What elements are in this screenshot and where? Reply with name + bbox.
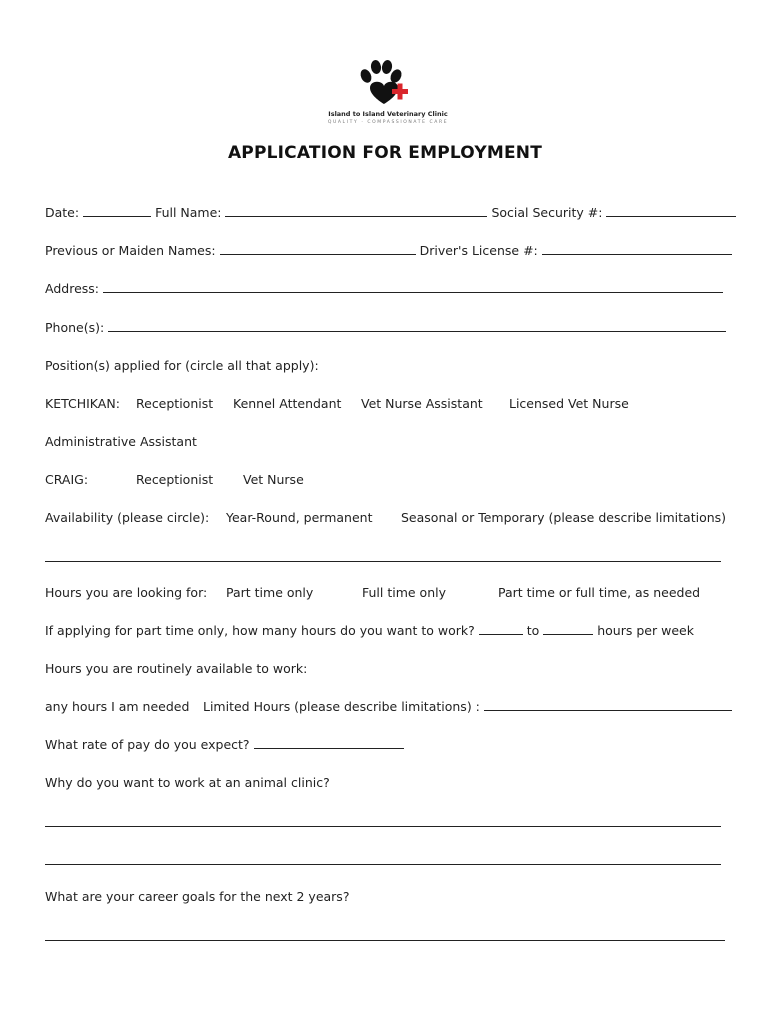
why-answer-line-1[interactable] <box>45 826 721 827</box>
row-date-name-ssn <box>45 205 736 220</box>
option-kennel-attendant[interactable]: Kennel Attendant <box>233 396 342 411</box>
why-answer-line-2[interactable] <box>45 864 721 865</box>
drivers-license-field[interactable] <box>542 243 732 255</box>
full-name-label: Full Name: <box>155 205 222 220</box>
availability-label: Availability (please circle): <box>45 510 210 525</box>
full-name-field[interactable] <box>225 205 487 217</box>
option-limited-hours[interactable]: Limited Hours (please describe limitations) : <box>203 699 480 714</box>
option-part-time[interactable]: Part time only <box>226 585 314 600</box>
limited-hours-field[interactable] <box>484 699 732 711</box>
address-label: Address: <box>45 281 99 296</box>
hours-max-field[interactable] <box>543 623 593 635</box>
option-licensed-vet-nurse[interactable]: Licensed Vet Nurse <box>509 396 629 411</box>
part-time-question: If applying for part time only, how many hours do you want to work? <box>45 623 475 638</box>
option-seasonal[interactable]: Seasonal or Temporary (please describe limitations) <box>401 510 727 525</box>
hours-label: Hours you are looking for: <box>45 585 208 600</box>
row-limited-hours <box>203 699 732 714</box>
phone-label: Phone(s): <box>45 320 105 335</box>
why-label: Why do you want to work at an animal clinic? <box>45 775 330 790</box>
option-any-hours[interactable]: any hours I am needed <box>45 699 190 714</box>
previous-names-label: Previous or Maiden Names: <box>45 243 216 258</box>
ssn-field[interactable] <box>606 205 736 217</box>
drivers-license-label: Driver's License #: <box>419 243 538 258</box>
row-part-time-hours <box>45 623 694 638</box>
option-year-round[interactable]: Year-Round, permanent <box>226 510 373 525</box>
option-ketchikan-receptionist[interactable]: Receptionist <box>136 396 214 411</box>
clinic-tagline: QUALITY · COMPASSIONATE CARE <box>327 120 449 125</box>
routine-label: Hours you are routinely available to work: <box>45 661 308 676</box>
option-craig-receptionist[interactable]: Receptionist <box>136 472 214 487</box>
option-part-or-full[interactable]: Part time or full time, as needed <box>498 585 701 600</box>
craig-label: CRAIG: <box>45 472 89 487</box>
phone-field[interactable] <box>108 320 726 332</box>
previous-names-field[interactable] <box>220 243 416 255</box>
ssn-label: Social Security #: <box>491 205 603 220</box>
date-label: Date: <box>45 205 80 220</box>
availability-limitations-line[interactable] <box>45 561 721 562</box>
goals-label: What are your career goals for the next 2 years? <box>45 889 350 904</box>
positions-label: Position(s) applied for (circle all that apply): <box>45 358 319 373</box>
clinic-logo <box>322 58 454 130</box>
to-label: to <box>526 623 540 638</box>
goals-answer-line[interactable] <box>45 940 725 941</box>
option-vet-nurse-assistant[interactable]: Vet Nurse Assistant <box>361 396 483 411</box>
option-administrative-assistant[interactable]: Administrative Assistant <box>45 434 197 449</box>
row-address <box>45 281 723 296</box>
paw-heart-cross-icon <box>352 58 424 108</box>
ketchikan-label: KETCHIKAN: <box>45 396 120 411</box>
rate-label: What rate of pay do you expect? <box>45 737 250 752</box>
address-field[interactable] <box>103 281 723 293</box>
rate-field[interactable] <box>254 737 404 749</box>
row-previous-license <box>45 243 732 258</box>
option-full-time[interactable]: Full time only <box>362 585 447 600</box>
hours-min-field[interactable] <box>479 623 523 635</box>
hours-per-week-label: hours per week <box>597 623 694 638</box>
clinic-name: Island to Island Veterinary Clinic <box>328 110 448 118</box>
option-craig-vet-nurse[interactable]: Vet Nurse <box>243 472 304 487</box>
date-field[interactable] <box>83 205 151 217</box>
row-phone <box>45 320 726 335</box>
page-title: APPLICATION FOR EMPLOYMENT <box>227 143 543 163</box>
row-rate <box>45 737 404 752</box>
